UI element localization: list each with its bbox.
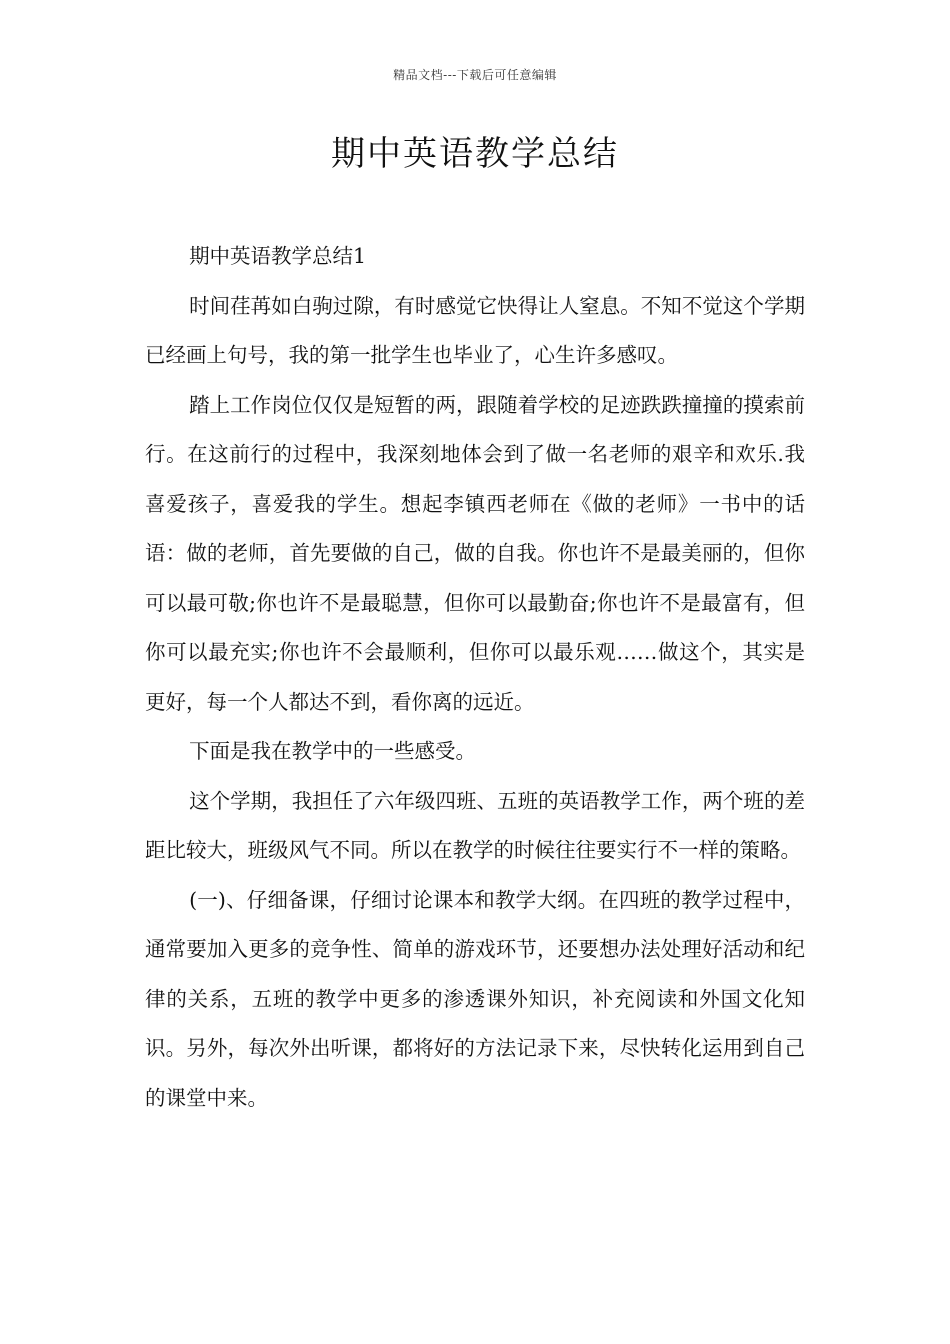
paragraph: (一)、仔细备课，仔细讨论课本和教学大纲。在四班的教学过程中，通常要加入更多的竞争性、简单的游戏环节，还要想办法处理好活动和纪律的关系，五班的教学中更多的渗透课外知识，补充阅读和外国文化知识。另外，每次外出听课，都将好的方法记录下来，尽快转化运用到自己的课堂中来。 — [145, 887, 805, 1110]
paragraph: 下面是我在教学中的一些感受。 — [189, 739, 477, 763]
section-heading: 期中英语教学总结1 — [189, 244, 367, 268]
paragraph: 这个学期，我担任了六年级四班、五班的英语教学工作，两个班的差距比较大，班级风气不同。所以在教学的时候往往要实行不一样的策略。 — [145, 788, 805, 862]
header-note: 精品文档---下载后可任意编辑 — [393, 68, 557, 82]
document-title: 期中英语教学总结 — [331, 134, 619, 174]
paragraph: 踏上工作岗位仅仅是短暂的两，跟随着学校的足迹跌跌撞撞的摸索前行。在这前行的过程中，我深刻地体会到了做一名老师的艰辛和欢乐.我喜爱孩子，喜爱我的学生。想起李镇西老师在《做的老师》一书中的话语：做的老师，首先要做的自己，做的自我。你也许不是最美丽的，但你可以最可敬;你也许不是最聪慧，但你可以最勤奋;你也许不是最富有，但你可以最充实;你也许不会最顺利，但你可以最乐观……做这个，其实是更好，每一个人都达不到，看你离的远近。 — [145, 392, 805, 714]
paragraph: 时间荏苒如白驹过隙，有时感觉它快得让人窒息。不知不觉这个学期已经画上句号，我的第一批学生也毕业了，心生许多感叹。 — [145, 293, 805, 367]
document-body — [145, 232, 805, 1123]
